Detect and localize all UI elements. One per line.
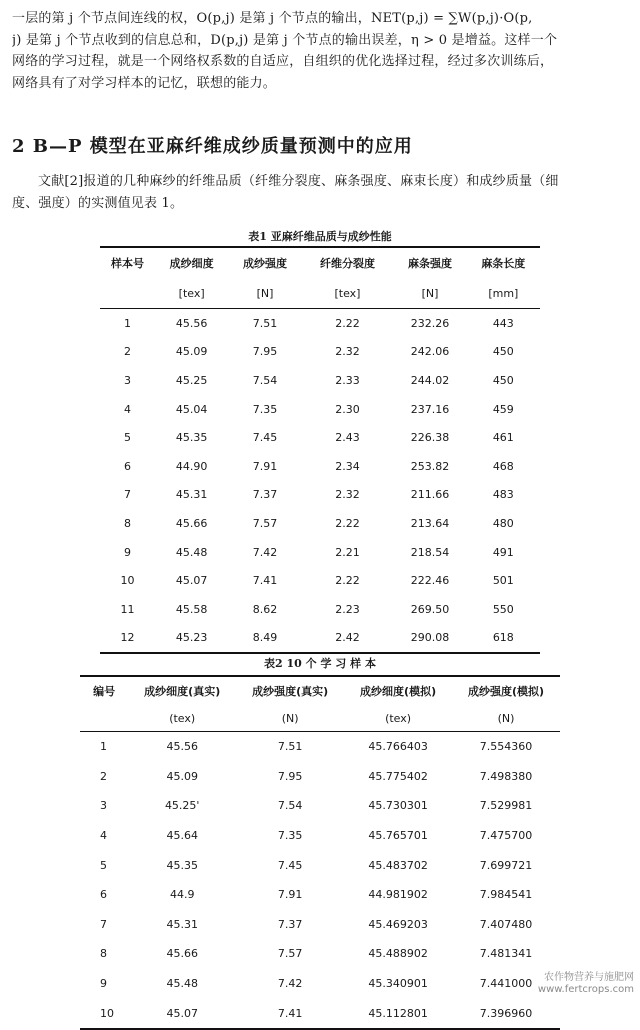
table-cell: 11 [120,602,135,616]
table-cell: 218.54 [410,545,450,559]
table-cell: 12 [120,631,135,645]
table-cell: 7.57 [277,947,303,961]
table-cell: 7.498380 [479,769,533,783]
table-cell: 2 [100,769,107,783]
table2-unit: (N) [236,705,344,732]
watermark-url: www.fertcrops.com [537,984,634,995]
table-cell: 443 [492,316,514,330]
table-row [80,821,560,851]
table-cell: 7.481341 [479,947,533,961]
table-cell: 2.42 [335,631,360,645]
table-cell: 7.35 [252,402,278,416]
table-row [100,452,540,481]
table-cell: 45.35 [166,858,198,872]
table-cell: 450 [492,345,514,359]
table-cell: 7.529981 [479,799,533,813]
table-cell: 232.26 [410,316,450,330]
table-cell: 7.45 [277,858,303,872]
table-cell: 226.38 [410,431,450,445]
table-cell: 45.25 [175,373,208,387]
table-row [80,880,560,910]
table1-units-row [100,278,540,309]
table-row [100,538,540,567]
table-cell: 45.25' [164,799,200,813]
table-cell: 9 [124,545,131,559]
table1-header-row [100,247,540,278]
table-cell: 2.33 [335,373,360,387]
table-cell: 237.16 [410,402,450,416]
table-cell: 3 [124,373,131,387]
table-cell: 45.58 [175,602,208,616]
table2-header: 编号 [93,685,116,698]
table-cell: 45.07 [166,1006,198,1020]
table-cell: 2 [124,345,131,359]
table-row [80,998,560,1029]
table-cell: 45.56 [166,740,198,754]
table-cell: 4 [100,829,107,843]
table-cell: 7.54 [252,373,278,387]
table1-header: 麻条长度 [481,257,526,270]
text-line: 文献[2]报道的几种麻纱的纤维品质（纤维分裂度、麻条强度、麻束长度）和成纱质量（细 [38,174,559,189]
table-cell: 7.984541 [479,888,533,902]
watermark-line: 农作物营养与施肥网 [544,972,634,983]
table-cell: 7.554360 [479,740,533,754]
table1-body [100,309,540,654]
table-cell: 45.48 [175,545,208,559]
table1-unit [100,278,155,309]
table-cell: 45.09 [175,345,208,359]
table-row [80,850,560,880]
table-cell: 5 [100,858,107,872]
table1-unit: [tex] [155,278,228,309]
table-cell: 4 [124,402,131,416]
table1-unit: [N] [228,278,301,309]
table-cell: 211.66 [410,488,450,502]
table-cell: 45.483702 [368,858,428,872]
table-cell: 550 [492,602,514,616]
table-cell: 44.9 [169,888,195,902]
table-cell: 7.91 [252,459,278,473]
table-row [80,969,560,999]
table-row [100,566,540,595]
table-cell: 7.42 [277,977,303,991]
table-row [80,732,560,762]
table2-header: 成纱细度(模拟) [360,685,437,698]
watermark [538,972,634,996]
table1-unit: [N] [393,278,466,309]
table-cell: 253.82 [410,459,450,473]
table-cell: 45.66 [166,947,198,961]
table-cell: 2.32 [335,345,360,359]
table2-body [80,732,560,1029]
table-cell: 8 [124,516,131,530]
table2-header-row [80,676,560,705]
table-cell: 10 [120,574,135,588]
table-cell: 5 [124,431,131,445]
table-cell: 8.62 [252,602,278,616]
table-cell: 8.49 [252,631,278,645]
table1-header: 成纱强度 [242,257,287,270]
table-cell: 7 [100,917,107,931]
table1-unit: [tex] [302,278,394,309]
table-cell: 7.699721 [479,858,533,872]
table-row [80,939,560,969]
table-cell: 45.340901 [368,977,428,991]
table-row [100,423,540,452]
table-cell: 6 [100,888,107,902]
table-cell: 2.30 [335,402,360,416]
table-cell: 7.95 [252,345,278,359]
table2-units-row [80,705,560,732]
table-cell: 2.22 [335,574,360,588]
table1-caption: 表1 亚麻纤维品质与成纱性能 [248,230,392,243]
table-cell: 7.45 [252,431,278,445]
section-heading: 2 B—P 模型在亚麻纤维成纱质量预测中的应用 [12,136,413,157]
table-cell: 491 [492,545,514,559]
table-cell: 7.41 [252,574,278,588]
table-cell: 10 [100,1006,114,1020]
table-cell: 461 [492,431,514,445]
table-cell: 7.41 [277,1006,303,1020]
table-cell: 7.407480 [479,917,533,931]
table-cell: 1 [124,316,131,330]
table-cell: 480 [492,516,514,530]
table-cell: 501 [492,574,514,588]
table-cell: 45.469203 [368,917,428,931]
table-cell: 213.64 [410,516,450,530]
table-cell: 7.35 [277,829,303,843]
table-cell: 45.112801 [368,1006,428,1020]
table-cell: 45.766403 [368,740,428,754]
table-cell: 242.06 [410,345,450,359]
table2-unit [80,705,128,732]
table-cell: 45.64 [166,829,198,843]
table-row [100,366,540,395]
table2-header: 成纱强度(真实) [252,685,329,698]
table-cell: 7.54 [277,799,303,813]
table1-header: 样本号 [111,257,144,270]
table-cell: 7.475700 [479,829,533,843]
table-cell: 9 [100,977,107,991]
table-row [100,395,540,424]
table-cell: 45.775402 [368,769,428,783]
table-row [100,338,540,367]
table2-header: 成纱细度(真实) [144,685,221,698]
text-line: 网络具有了对学习样本的记忆，联想的能力。 [12,75,277,91]
intro-paragraph [12,8,630,94]
table-cell: 6 [124,459,131,473]
table-cell: 45.56 [175,316,208,330]
table1-header: 成纱细度 [169,257,214,270]
table-row [100,481,540,510]
table-cell: 45.730301 [368,799,428,813]
table-cell: 7.51 [277,740,303,754]
text-line: j) 是第 j 个节点收到的信息总和，D(p,j) 是第 j 个节点的输出误差，η > 0 是增益。这样一个 [12,32,558,48]
table-cell: 7 [124,488,131,502]
table-cell: 7.95 [277,769,303,783]
table-cell: 290.08 [410,631,450,645]
table-cell: 2.21 [335,545,360,559]
table-cell: 222.46 [410,574,450,588]
table-cell: 2.34 [335,459,360,473]
table-cell: 459 [492,402,514,416]
table2-caption: 表2 10 个 学 习 样 本 [264,657,376,670]
table-cell: 244.02 [410,373,450,387]
table-row [100,595,540,624]
table-cell: 45.48 [166,977,198,991]
text-line: 网络的学习过程，就是一个网络权系数的自适应，自组织的优化选择过程，经过多次训练后， [12,54,554,69]
table1-header: 麻条强度 [407,257,452,270]
table1 [100,246,540,654]
table2-unit: (tex) [344,705,452,732]
table-cell: 450 [492,373,514,387]
table-cell: 1 [100,740,107,754]
table-row [100,309,540,338]
table2-unit: (N) [452,705,560,732]
table-cell: 7.37 [277,917,303,931]
table-cell: 7.396960 [479,1006,533,1020]
table-cell: 45.488902 [368,947,428,961]
table-cell: 7.91 [277,888,303,902]
table-cell: 44.90 [175,459,208,473]
table-cell: 7.57 [252,516,278,530]
body-paragraph [12,171,630,214]
table-row [100,509,540,538]
table-cell: 45.04 [175,402,208,416]
table-cell: 8 [100,947,107,961]
table-cell: 2.43 [335,431,360,445]
table-cell: 2.22 [335,316,360,330]
table-cell: 45.23 [175,631,208,645]
table-cell: 3 [100,799,107,813]
table-row [80,791,560,821]
table-cell: 45.07 [175,574,208,588]
table-row [80,910,560,940]
table-cell: 483 [492,488,514,502]
table-row [100,624,540,654]
table-cell: 45.765701 [368,829,428,843]
table-cell: 45.35 [175,431,208,445]
table-cell: 7.37 [252,488,278,502]
table-cell: 45.09 [166,769,198,783]
table1-header: 纤维分裂度 [319,257,375,270]
text-line: 一层的第 j 个节点间连线的权，O(p,j) 是第 j 个节点的输出，NET(p,j) = ∑W(p,j)·O(p, [12,11,533,26]
table-cell: 45.31 [175,488,208,502]
table-cell: 7.441000 [479,977,533,991]
table-cell: 7.51 [252,316,278,330]
table2 [80,675,560,1030]
table-cell: 2.22 [335,516,360,530]
table2-unit: (tex) [128,705,236,732]
table-cell: 44.981902 [368,888,428,902]
table-cell: 468 [492,459,514,473]
table-cell: 7.42 [252,545,278,559]
table2-header: 成纱强度(模拟) [467,685,545,698]
table-row [80,762,560,792]
table-cell: 269.50 [410,602,450,616]
table-cell: 2.23 [335,602,360,616]
text-line: 度、强度）的实测值见表 1。 [12,195,184,211]
table1-unit: [mm] [467,278,540,309]
table-cell: 45.31 [166,917,198,931]
table-cell: 618 [492,631,514,645]
table-cell: 45.66 [175,516,208,530]
table-cell: 2.32 [335,488,360,502]
